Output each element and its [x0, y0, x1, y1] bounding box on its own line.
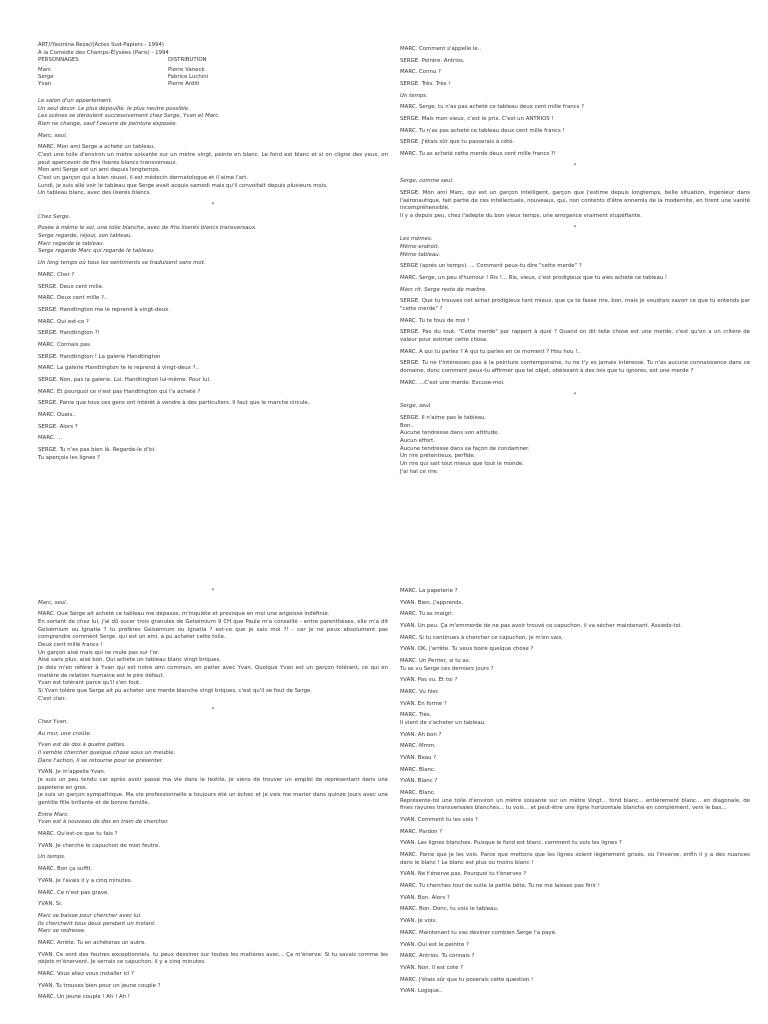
- text-line: MARC. Arrête. Tu en achèteras un autre.: [38, 939, 147, 946]
- personnages-heading: PERSONNAGES: [38, 57, 79, 64]
- text-line: Un temps.: [400, 92, 428, 99]
- dialogue-line: [400, 895, 750, 903]
- dialogue-line: [400, 732, 750, 740]
- cast-row: [38, 67, 388, 74]
- text-line: MARC. Tu as acheté cette merde deux cent mille francs ?!: [400, 151, 556, 158]
- text-line: MARC. La galerie Handtington te le reprend à vingt-deux ?..: [38, 365, 199, 372]
- text-line: SERGE. Il n'aime pas le tableau.: [400, 414, 487, 421]
- dialogue-line: [400, 658, 750, 673]
- text-line: Il vient de s'acheter un tableau.: [400, 720, 486, 727]
- text-line: MARC. A qui tu parles ? A qui tu parles en ce moment ? Hou hou !..: [400, 348, 581, 355]
- text-line: MARC. La papeterie ?: [400, 588, 458, 594]
- text-line: YVAN. Les lignes blanches. Puisque le fond est blanc, comment tu vois les lignes ?: [400, 840, 622, 847]
- text-line: Je dois m'en référer à Yvan qui est notre ami commun, en parler avec Yvan. Quoique Yvan est un garçon tolérant, ce qui en matière de relation humaine est le pire défaut.: [38, 665, 388, 679]
- text-line: Au mur, une croûte.: [38, 730, 92, 737]
- dialogue-line: [38, 866, 388, 874]
- text-line: Un temps.: [38, 854, 66, 861]
- scene-separator: [400, 225, 750, 233]
- text-line: Aisé sans plus, aisé bon. Qui achète un tableau blanc vingt briques.: [38, 657, 221, 664]
- dialogue-line: [400, 349, 750, 357]
- dialogue-line: [400, 646, 750, 654]
- text-line: YVAN. Qui est le peintre ?: [400, 941, 469, 948]
- stage-direction: [38, 913, 388, 936]
- page-3-body: [38, 588, 388, 1002]
- dialogue-line: [38, 307, 388, 315]
- dialogue-line: [400, 755, 750, 763]
- stage-direction: [38, 731, 388, 739]
- dialogue-line: [400, 743, 750, 751]
- cast-header: [38, 57, 388, 65]
- text-line: YVAN. Beau ?: [400, 755, 437, 762]
- page-4-body: [400, 588, 750, 996]
- text-line: Dans l'action, il se retourne pour se présenter.: [38, 757, 164, 764]
- text-line: Aucune tendresse dans sa façon de condamner.: [400, 445, 530, 452]
- text-line: Le salon d'un appartement.: [38, 98, 113, 105]
- dialogue-line: [38, 412, 388, 420]
- text-line: YVAN. Ce sont des feutres exceptionnels, tu peux dessiner sur toutes les matières avec... Ça m'énerve. Si tu savais comme les objets m'énervent. Je serrais ce capuchon, il y a cinq minutes.: [38, 951, 388, 966]
- text-line: MARC. Antrios. Tu connais ?: [400, 953, 475, 960]
- text-line: YVAN. Blanc ?: [400, 778, 438, 785]
- dialogue-line: [400, 840, 750, 848]
- dialogue-line: [400, 69, 750, 77]
- text-line: *: [573, 162, 577, 169]
- document-page-2: [400, 46, 750, 480]
- stage-direction: [38, 225, 388, 256]
- text-line: MARC. ...C'est une merde. Excuse-moi.: [400, 379, 505, 386]
- dialogue-line: [38, 971, 388, 979]
- text-line: YVAN. Bon. Alors ?: [400, 894, 450, 901]
- text-line: Un rire prétentieux, perfide.: [400, 453, 476, 460]
- stage-direction: [38, 854, 388, 862]
- text-line: MARC. Tu as maigri.: [400, 611, 454, 618]
- dialogue-line: [38, 424, 388, 432]
- text-line: MARC. Connu ?: [400, 69, 441, 76]
- text-line: Si Yvan tolère que Serge ait pu acheter une merde blanche vingt briques, c'est qu'il se fout de Serge.: [38, 688, 313, 695]
- dialogue-line: [38, 330, 388, 338]
- text-line: Marc regarde le tableau.: [38, 240, 105, 247]
- dialogue-line: [38, 843, 388, 851]
- dialogue-line: [400, 988, 750, 996]
- dialogue-line: [400, 817, 750, 825]
- text-line: YVAN. Comment tu les vois ?: [400, 817, 478, 824]
- scene-separator: [38, 588, 388, 596]
- text-line: SERGE. Deux cent mille.: [38, 283, 104, 290]
- text-line: YVAN. Ne t'énerve pas. Pourquoi tu t'énerves ?: [400, 871, 527, 878]
- source-line: ART//Yasmina Reza//(Actes Sud-Papiers - 1994): [38, 42, 164, 48]
- dialogue-line: [400, 588, 750, 596]
- dialogue-line: [400, 415, 750, 476]
- dialogue-line: [400, 360, 750, 375]
- dialogue-line: [400, 58, 750, 66]
- text-line: *: [573, 391, 577, 398]
- text-line: Chez Serge.: [38, 213, 71, 220]
- dialogue-line: [38, 769, 388, 807]
- text-line: MARC. Et pourquoi ce n'est pas Handtington qui l'a acheté ?: [38, 388, 201, 395]
- text-line: Tu as vu Serge ces derniers jours ?: [400, 665, 494, 672]
- text-line: SERGE. Pas du tout. "Cette merde" par rapport à quoi ? Quand on dit telle chose est une merde, c'est qu'on a un critère de valeur pour estimer cette chose.: [400, 329, 750, 344]
- text-line: Ils cherchent tous deux pendant un instant.: [38, 920, 156, 927]
- dialogue-line: [400, 977, 750, 985]
- text-line: *: [211, 707, 215, 714]
- dialogue-line: [400, 275, 750, 283]
- text-line: MARC. Tu n'as pas acheté ce tableau deux cent mille francs !: [400, 127, 565, 134]
- dialogue-line: [38, 319, 388, 327]
- text-line: YVAN. En forme ?: [400, 700, 447, 707]
- stage-direction: [400, 403, 750, 411]
- cast-list: [38, 67, 388, 88]
- dialogue-line: [38, 952, 388, 967]
- stage-direction: [38, 98, 388, 129]
- stage-direction: [400, 236, 750, 259]
- dialogue-line: [38, 940, 388, 948]
- text-line: MARC. Ce n'est pas grave.: [38, 889, 110, 896]
- text-line: MARC. Ouais..: [38, 411, 76, 418]
- dialogue-line: [400, 953, 750, 961]
- text-line: Lundi, je suis allé voir le tableau que Serge avait acquis samedi mais qu'il convoitait depuis plusieurs mois.: [38, 182, 328, 189]
- dialogue-line: [38, 435, 388, 443]
- text-line: MARC. Blanc.: [400, 766, 436, 773]
- text-line: Yvan est à nouveau de dos en train de chercher.: [38, 819, 169, 826]
- dialogue-line: [38, 983, 388, 991]
- text-line: Un seul décor. Le plus dépouillé, le plus neutre possible.: [38, 105, 190, 112]
- distribution-heading: DISTRIBUTION: [168, 57, 207, 64]
- text-line: MARC. Un Perrier, si tu as.: [400, 658, 471, 665]
- dialogue-line: [400, 128, 750, 136]
- dialogue-line: [38, 389, 388, 397]
- dialogue-line: [38, 295, 388, 303]
- text-line: Un long temps où tous les sentiments se traduisent sans mot.: [38, 260, 206, 267]
- dialogue-line: [400, 600, 750, 608]
- dialogue-line: [400, 611, 750, 619]
- text-line: Mon ami Serge est un ami depuis longtemps.: [38, 167, 161, 174]
- dialogue-line: [38, 890, 388, 898]
- text-line: C'est une toile d'environ un mètre soixante sur un mètre vingt, peinte en blanc. Le fond est blanc et si on cligne des yeux, on peut apercevoir de fins liserés blancs transversaux.: [38, 152, 388, 166]
- scene-separator: [38, 707, 388, 715]
- text-line: SERGE. Que tu trouves cet achat prodigieux tant mieux, que ça te fasse rire, bon, mais je voudrais savoir ce que tu entends par "cette merde" ?: [400, 298, 750, 313]
- dialogue-line: [400, 701, 750, 709]
- page-1-body: [38, 98, 388, 462]
- text-line: YVAN. Tu trouves bien pour un jeune couple ?: [38, 982, 161, 989]
- text-line: MARC. Mon ami Serge a acheté un tableau.: [38, 144, 155, 151]
- text-line: YVAN. Je l'avais il y a cinq minutes.: [38, 877, 133, 884]
- text-line: Je suis un garçon sympathique. Ma vie professionnelle a toujours été un échec et je vais me marier dans quinze jours avec une gentille fille brillante et de bonne famille.: [38, 792, 388, 807]
- dialogue-line: [400, 81, 750, 89]
- cast-role: Serge: [38, 74, 54, 81]
- dialogue-line: [38, 901, 388, 909]
- text-line: SERGE. Tu ne t'intéresses pas à la peinture contemporaine, tu ne t'y es jamais intéressé. Tu n'as aucune connaissance dans ce domaine, donc comment peux-tu affirmer que tel objet, obéissant à des lois que tu ignores, est une merde ?: [400, 360, 750, 375]
- text-line: Un garçon aisé mais qui ne roule pas sur l'or.: [38, 649, 160, 656]
- dialogue-line: [400, 918, 750, 926]
- stage-direction: [38, 133, 388, 141]
- dialogue-line: [400, 906, 750, 914]
- text-line: YVAN. OK, j'arrête. Tu veux boire quelque chose ?: [400, 646, 534, 653]
- text-line: YVAN. Bien. J'apprends.: [400, 599, 464, 606]
- text-line: Deux cent mille francs !: [38, 642, 103, 649]
- dialogue-line: [400, 942, 750, 950]
- dialogue-line: [400, 263, 750, 271]
- text-line: MARC. J'étais sûr que tu poserais cette question !: [400, 976, 534, 983]
- stage-direction: [38, 742, 388, 765]
- text-line: Même endroit.: [400, 244, 440, 251]
- dialogue-line: [400, 852, 750, 867]
- dialogue-line: [400, 778, 750, 786]
- text-line: Serge regarde, réjoui, son tableau.: [38, 233, 133, 240]
- premiere-line: A la Comédie des Champs-Élysées (Paris) - 1994: [38, 49, 169, 56]
- text-line: YVAN. Pas vu. Et toi ?: [400, 677, 458, 684]
- text-line: Il semble chercher quelque chose sous un meuble.: [38, 750, 176, 757]
- text-line: Entre Marc.: [38, 811, 70, 818]
- dialogue-line: [38, 354, 388, 362]
- text-line: MARC. Tu te fous de moi !: [400, 317, 470, 324]
- text-line: MARC. Mmm.: [400, 743, 436, 750]
- cast-actor: Pierre Arditi: [168, 81, 200, 88]
- cast-row: [38, 74, 388, 81]
- text-line: MARC. Bon ça suffit.: [38, 866, 93, 873]
- text-line: MARC. Tu cherches tout de suite la petite bête. Tu ne me laisses pas finir !: [400, 883, 600, 890]
- text-line: Serge regarde Marc qui regarde le tableau.: [38, 248, 155, 255]
- text-line: Marc se redresse.: [38, 928, 86, 935]
- dialogue-line: [400, 871, 750, 879]
- text-line: SERGE. Alors ?: [38, 423, 78, 430]
- dialogue-line: [400, 46, 750, 54]
- dialogue-line: [38, 611, 388, 703]
- stage-direction: [38, 214, 388, 222]
- text-line: SERGE. Handtington ?!: [38, 330, 100, 337]
- dialogue-line: [400, 623, 750, 631]
- dialogue-line: [38, 400, 388, 408]
- text-line: MARC. Connais pas.: [38, 341, 92, 348]
- text-line: MARC. Que Serge ait acheté ce tableau me dépasse, m'inquiète et provoque en moi une angoisse indéfinie.: [38, 611, 330, 618]
- text-line: Les mêmes.: [400, 236, 433, 243]
- dialogue-line: [38, 284, 388, 292]
- dialogue-line: [38, 144, 388, 198]
- text-line: Tu aperçois les lignes ?: [38, 454, 100, 461]
- dialogue-line: [400, 965, 750, 973]
- text-line: MARC. Serge, un peu d'humour ! Ris !... Ris, vieux, c'est prodigieux que tu aies acheté ce tableau !: [400, 275, 668, 282]
- dialogue-line: [38, 878, 388, 886]
- text-line: Les scènes se déroulent successivement chez Serge, Yvan et Marc.: [38, 113, 220, 120]
- text-line: MARC. Blanc.: [400, 790, 436, 797]
- text-line: SERGE. Mais mon vieux, c'est le prix. C'est un ANTRIOS !: [400, 116, 554, 123]
- document-page-1: [38, 42, 388, 466]
- dialogue-line: [400, 635, 750, 643]
- stage-direction: [400, 93, 750, 101]
- text-line: MARC. Pardon ?: [400, 828, 443, 835]
- text-line: Posée à même le sol, une toile blanche, avec de fins liserés blancs transversaux.: [38, 225, 257, 232]
- text-line: *: [211, 588, 215, 594]
- dialogue-line: [400, 883, 750, 891]
- text-line: SERGE. Peintre. Antrios.: [400, 57, 465, 64]
- text-line: MARC. Très.: [400, 712, 432, 719]
- text-line: SERGE. Handtington ! La galerie Handtington: [38, 353, 161, 360]
- dialogue-line: [38, 447, 388, 462]
- dialogue-line: [400, 151, 750, 159]
- text-line: MARC. Qui est-ce ?: [38, 318, 89, 325]
- dialogue-line: [400, 930, 750, 938]
- text-line: *: [211, 202, 215, 209]
- text-line: MARC. Comment s'appelle le..: [400, 46, 482, 52]
- dialogue-line: [38, 377, 388, 385]
- text-line: YVAN. Je cherche le capuchon de mon feutre.: [38, 842, 161, 849]
- dialogue-line: [38, 272, 388, 280]
- text-line: MARC. ...: [38, 435, 63, 442]
- text-line: Aucun effort.: [400, 437, 435, 444]
- text-line: MARC. Qu'est-ce que tu fais ?: [38, 831, 118, 838]
- dialogue-line: [400, 767, 750, 775]
- text-line: SERGE. Mon ami Marc, qui est un garçon intelligent, garçon que j'estime depuis longtemps, belle situation, ingénieur dans l'aéronautique, fait partie de ces intellectuels, nouveaux, qui, non contents d'être ennemis de la modernité, en tirent une vanité incompréhensible.: [400, 190, 750, 212]
- dialogue-line: [400, 190, 750, 221]
- cast-role: Marc: [38, 67, 52, 74]
- document-page-3: [38, 588, 388, 1006]
- text-line: Même tableau.: [400, 251, 441, 258]
- text-line: Yvan est tolérant parce qu'il s'en fout.: [38, 680, 141, 687]
- text-line: YVAN. Si.: [38, 901, 63, 908]
- cast-actor: Fabrice Luchini: [168, 74, 209, 81]
- text-line: Il y a depuis peu, chez l'adepte du bon vieux temps, une arrogance vraiment stupéfiante.: [400, 213, 642, 220]
- scene-separator: [400, 392, 750, 400]
- text-line: MARC. Serge, tu n'as pas acheté ce tableau deux cent mille francs ?: [400, 104, 585, 111]
- text-line: Un rire qui sait tout mieux que tout le monde.: [400, 460, 524, 467]
- dialogue-line: [400, 689, 750, 697]
- cast-row: [38, 81, 388, 88]
- text-line: MARC. Maintenant tu vas deviner combien Serge l'a payé.: [400, 929, 557, 936]
- text-line: SERGE. Très. Très !: [400, 81, 451, 88]
- text-line: Marc se baisse pour chercher avec lui.: [38, 912, 142, 919]
- text-line: Rien ne change, sauf l'oeuvre de peinture exposée.: [38, 121, 178, 128]
- dialogue-line: [400, 829, 750, 837]
- text-line: SERGE. Non, pas la galerie. Lui. Handtington lui-même. Pour lui.: [38, 376, 211, 383]
- text-line: Marc, seul.: [38, 599, 68, 606]
- text-line: Chez Yvan.: [38, 719, 68, 726]
- dialogue-line: [400, 104, 750, 112]
- text-line: MARC. Cher ?: [38, 271, 75, 278]
- dialogue-line: [400, 116, 750, 124]
- dialogue-line: [38, 994, 388, 1002]
- text-line: MARC. Vu hier.: [400, 689, 440, 696]
- dialogue-line: [400, 329, 750, 344]
- text-line: YVAN. Logique..: [400, 988, 443, 995]
- dialogue-line: [400, 790, 750, 813]
- text-line: Marc rit. Serge reste de marbre.: [400, 286, 487, 293]
- dialogue-line: [38, 365, 388, 373]
- text-line: Serge, comme seul.: [400, 178, 454, 185]
- stage-direction: [38, 719, 388, 727]
- dialogue-line: [38, 831, 388, 839]
- document-page-4: [400, 588, 750, 1000]
- text-line: J'ai haï ce rire.: [400, 468, 439, 475]
- text-line: MARC. Si tu continues à chercher ce capuchon, je m'en vais.: [400, 634, 564, 641]
- text-line: En sortant de chez lui, j'ai dû sucer trois granules de Gelsémium 9 CH que Paula m'a conseillé - entre parenthèses, elle m'a dit Gelsémium ou Ignatia ? tu préfères Gelsémium ou Ignatia ? est-ce que je sais moi ?! - car je ne peux absolument pas comprendre comment Serge, qui est un ami, a pu acheter cette toile.: [38, 619, 388, 641]
- text-line: SERGE. Parce que tous ces gens ont intérêt à vendre à des particuliers. Il faut que le marché circule.: [38, 400, 310, 407]
- text-line: SERGE (après un temps). ... Comment peux-tu dire "cette merde" ?: [400, 263, 582, 270]
- page-2-body: [400, 46, 750, 476]
- dialogue-line: [400, 677, 750, 685]
- text-line: YVAN. Non. Il est coté ?: [400, 964, 463, 971]
- text-line: MARC. Deux cent mille ?..: [38, 295, 108, 302]
- text-line: Aucune tendresse dans son attitude.: [400, 430, 500, 437]
- text-line: MARC. Vous allez vous installer ici ?: [38, 970, 135, 977]
- text-line: SERGE. J'étais sûr que tu passerais à côté.: [400, 139, 515, 146]
- text-line: Représente-toi une toile d'environ un mètre soixante sur un mètre Vingt... fond blanc... entièrement blanc... en diagonale, de fines rayures transversales blanches... tu vois... et peut-être une ligne horizontale blanche en complément, vers le bas...: [400, 797, 750, 812]
- text-line: SERGE. Tu n'es pas bien là. Regarde-le d'ici.: [38, 446, 157, 453]
- scene-separator: [38, 202, 388, 210]
- text-line: MARC. Un jeune couple ! Ah ! Ah !: [38, 994, 130, 1001]
- stage-direction: [400, 178, 750, 186]
- scene-separator: [400, 163, 750, 171]
- text-line: Je suis un peu tendu car après avoir passé ma vie dans le textile, je viens de trouver un emploi de représentant dans une papeterie en gros.: [38, 777, 388, 791]
- cast-role: Yvan: [38, 81, 52, 88]
- stage-direction: [400, 287, 750, 295]
- text-line: YVAN. Un peu. Ça m'emmerde de ne pas avoir trouvé ce capuchon, il va sécher maintenant. Assieds-toi.: [400, 623, 682, 630]
- stage-direction: [38, 260, 388, 268]
- cast-actor: Pierre Vaneck: [168, 67, 205, 74]
- text-line: MARC. Parce que je les vois. Parce que mettons que les lignes soient légèrement grisés, ou l'inverse, enfin il y a des nuances dans le blanc ! Le blanc est plus ou moins blanc !: [400, 852, 750, 866]
- text-line: Serge, seul.: [400, 403, 432, 410]
- dialogue-line: [400, 139, 750, 147]
- dialogue-line: [400, 298, 750, 313]
- dialogue-line: [400, 712, 750, 727]
- text-line: YVAN. Ah bon ?: [400, 731, 442, 738]
- text-line: Bon..: [400, 422, 414, 429]
- text-line: C'est un garçon qui a bien réussi, il est médecin dermatologue et il aime l'art.: [38, 175, 249, 182]
- dialogue-line: [400, 380, 750, 388]
- text-line: Marc, seul.: [38, 132, 68, 139]
- dialogue-line: [38, 342, 388, 350]
- text-line: SERGE. Handtington me le reprend à vingt-deux.: [38, 306, 171, 313]
- stage-direction: [38, 812, 388, 827]
- text-line: Yvan est de dos à quatre pattes.: [38, 742, 126, 749]
- text-line: C'est clair.: [38, 695, 66, 702]
- text-line: Un tableau blanc, avec des liserés blancs.: [38, 190, 152, 197]
- stage-direction: [38, 600, 388, 608]
- text-line: MARC. Bon. Donc, tu vois le tableau.: [400, 906, 499, 913]
- text-line: *: [573, 224, 577, 231]
- text-line: YVAN. Je vois.: [400, 918, 437, 925]
- dialogue-line: [400, 318, 750, 326]
- text-line: YVAN. Je m'appelle Yvan.: [38, 769, 106, 776]
